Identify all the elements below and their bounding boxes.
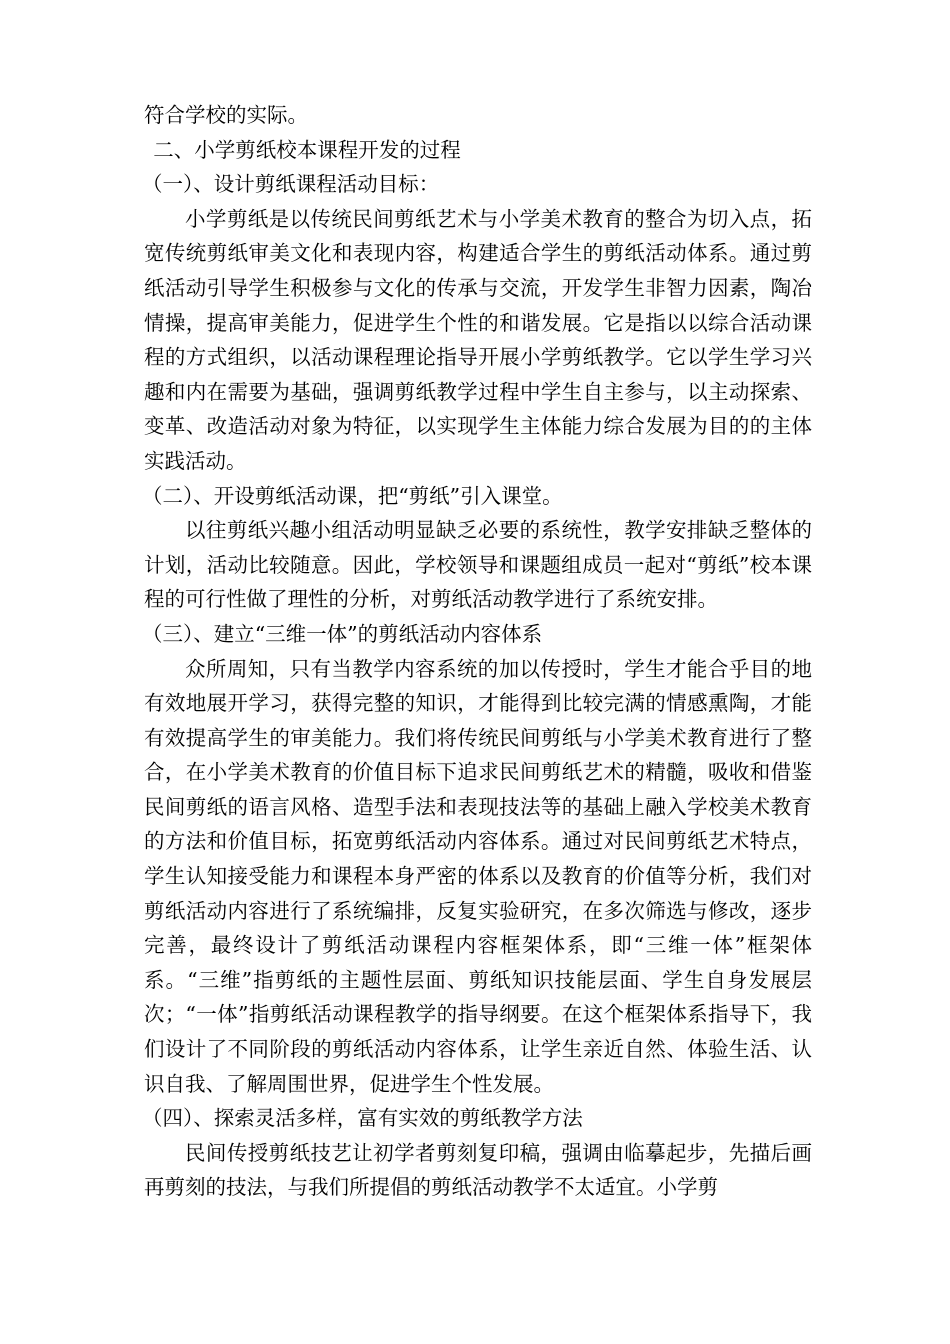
subsection-heading: （四）、探索灵活多样，富有实效的剪纸教学方法 [141,1106,583,1131]
body-paragraph: 以往剪纸兴趣小组活动明显缺乏必要的系统性，教学安排缺乏整体的计划，活动比较随意。因此，学校领导和课题组成员一起对“剪纸”校本课程的可行性做了理性的分析，对剪纸活动教学进行了系统安排。 [144,518,812,612]
body-continuation: 符合学校的实际。 [144,103,308,127]
body-paragraph: 民间传授剪纸技艺让初学者剪刻复印稿，强调由临摹起步，先描后画再剪刻的技法，与我们所提倡的剪纸活动教学不太适宜。小学剪 [144,1140,812,1200]
body-paragraph: 众所周知，只有当教学内容系统的加以传授时，学生才能合乎目的地有效地展开学习，获得完整的知识，才能得到比较完满的情感熏陶，才能有效提高学生的审美能力。我们将传统民间剪纸与小学美术教育进行了整合，在小学美术教育的价值目标下追求民间剪纸艺术的精髓，吸收和借鉴民间剪纸的语言风格、造型手法和表现技法等的基础上融入学校美术教育的方法和价值目标，拓宽剪纸活动内容体系。通过对民间剪纸艺术特点，学生认知接受能力和课程本身严密的体系以及教育的价值等分析，我们对剪纸活动内容进行了系统编排，反复实验研究，在多次筛选与修改，逐步完善，最终设计了剪纸活动课程内容框架体系，即“三维一体”框架体系。“三维”指剪纸的主题性层面、剪纸知识技能层面、学生自身发展层次；“一体”指剪纸活动课程教学的指导纲要。在这个框架体系指导下，我们设计了不同阶段的剪纸活动内容体系，让学生亲近自然、体验生活、认识自我、了解周围世界，促进学生个性发展。 [144,656,812,1096]
body-paragraph: 小学剪纸是以传统民间剪纸艺术与小学美术教育的整合为切入点，拓宽传统剪纸审美文化和表现内容，构建适合学生的剪纸活动体系。通过剪纸活动引导学生积极参与文化的传承与交流，开发学生非智力因素，陶冶情操，提高审美能力，促进学生个性的和谐发展。它是指以以综合活动课程的方式组织，以活动课程理论指导开展小学剪纸教学。它以学生学习兴趣和内在需要为基础，强调剪纸教学过程中学生自主参与，以主动探索、变革、改造活动对象为特征，以实现学生主体能力综合发展为目的的主体实践活动。 [144,206,812,473]
subsection-heading: （三）、建立“三维一体”的剪纸活动内容体系 [141,621,543,646]
section-heading: 二、小学剪纸校本课程开发的过程 [153,137,461,162]
document-page [141,98,812,1205]
subsection-heading: （二）、开设剪纸活动课，把“剪纸”引入课堂。 [141,483,563,508]
subsection-heading: （一）、设计剪纸课程活动目标： [141,172,440,197]
